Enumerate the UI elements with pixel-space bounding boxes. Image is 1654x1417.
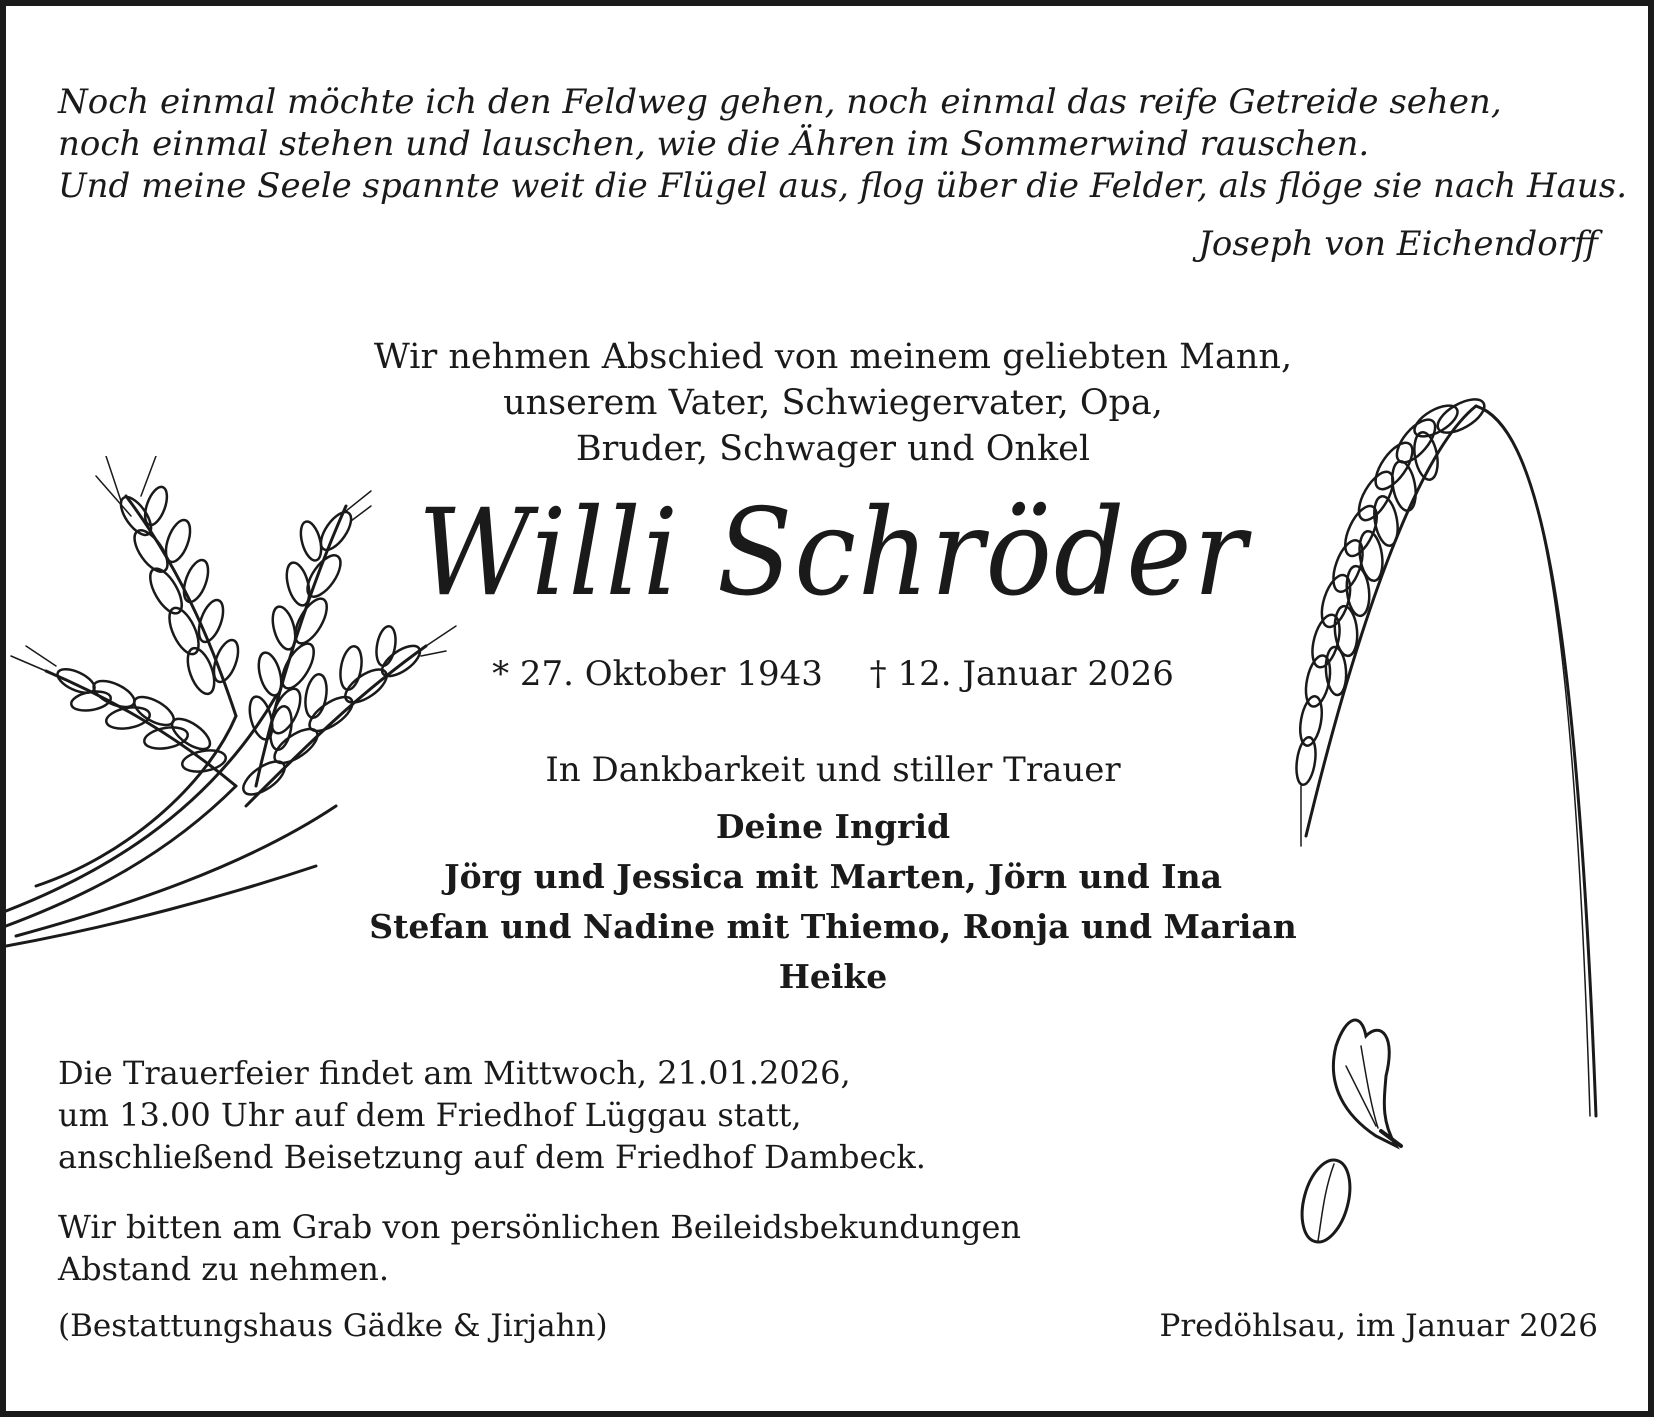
mourner-4: Heike [778, 957, 888, 996]
poem-line-2: noch einmal stehen und lauschen, wie die Ähren im Sommerwind rauschen. [58, 124, 1370, 164]
undertaker: (Bestattungshaus Gädke & Jirjahn) [58, 1308, 608, 1344]
mourner-3: Stefan und Nadine mit Thiemo, Ronja und Marian [369, 907, 1297, 946]
funeral-line-1: Die Trauerfeier findet am Mittwoch, 21.01.2026, [58, 1054, 851, 1092]
request-line-1: Wir bitten am Grab von persönlichen Beileidsbekundungen [58, 1208, 1021, 1246]
funeral-line-2: um 13.00 Uhr auf dem Friedhof Lüggau statt, [58, 1096, 802, 1134]
farewell-intro-line-3: Bruder, Schwager und Onkel [575, 429, 1091, 469]
birth-date: * 27. Oktober 1943 [492, 654, 823, 694]
mourner-1: Deine Ingrid [715, 807, 951, 846]
funeral-info [58, 1052, 926, 1178]
mourners-intro: In Dankbarkeit und stiller Trauer [545, 750, 1121, 790]
wheat-bundle-icon [6, 456, 466, 976]
funeral-line-3: anschließend Beisetzung auf dem Friedhof Dambeck. [58, 1138, 926, 1176]
mourner-2: Jörg und Jessica mit Marten, Jörn und Ina [444, 857, 1222, 896]
poem-line-1: Noch einmal möchte ich den Feldweg gehen, noch einmal das reife Getreide sehen, [58, 82, 1502, 122]
death-date: † 12. Januar 2026 [869, 654, 1174, 694]
request-line-2: Abstand zu nehmen. [58, 1250, 390, 1288]
farewell-intro-line-1: Wir nehmen Abschied von meinem geliebten Mann, [373, 337, 1293, 377]
grain-icon [1286, 1006, 1426, 1266]
poem-line-3: Und meine Seele spannte weit die Flügel aus, flog über die Felder, als flöge sie nach Haus. [58, 166, 1628, 206]
place-date: Predöhlsau, im Januar 2026 [1159, 1308, 1598, 1344]
poem-author: Joseph von Eichendorff [1198, 224, 1598, 264]
deceased-name: Willi Schröder [417, 484, 1249, 623]
condolence-request [58, 1206, 1021, 1290]
farewell-intro-line-2: unserem Vater, Schwiegervater, Opa, [503, 383, 1163, 423]
